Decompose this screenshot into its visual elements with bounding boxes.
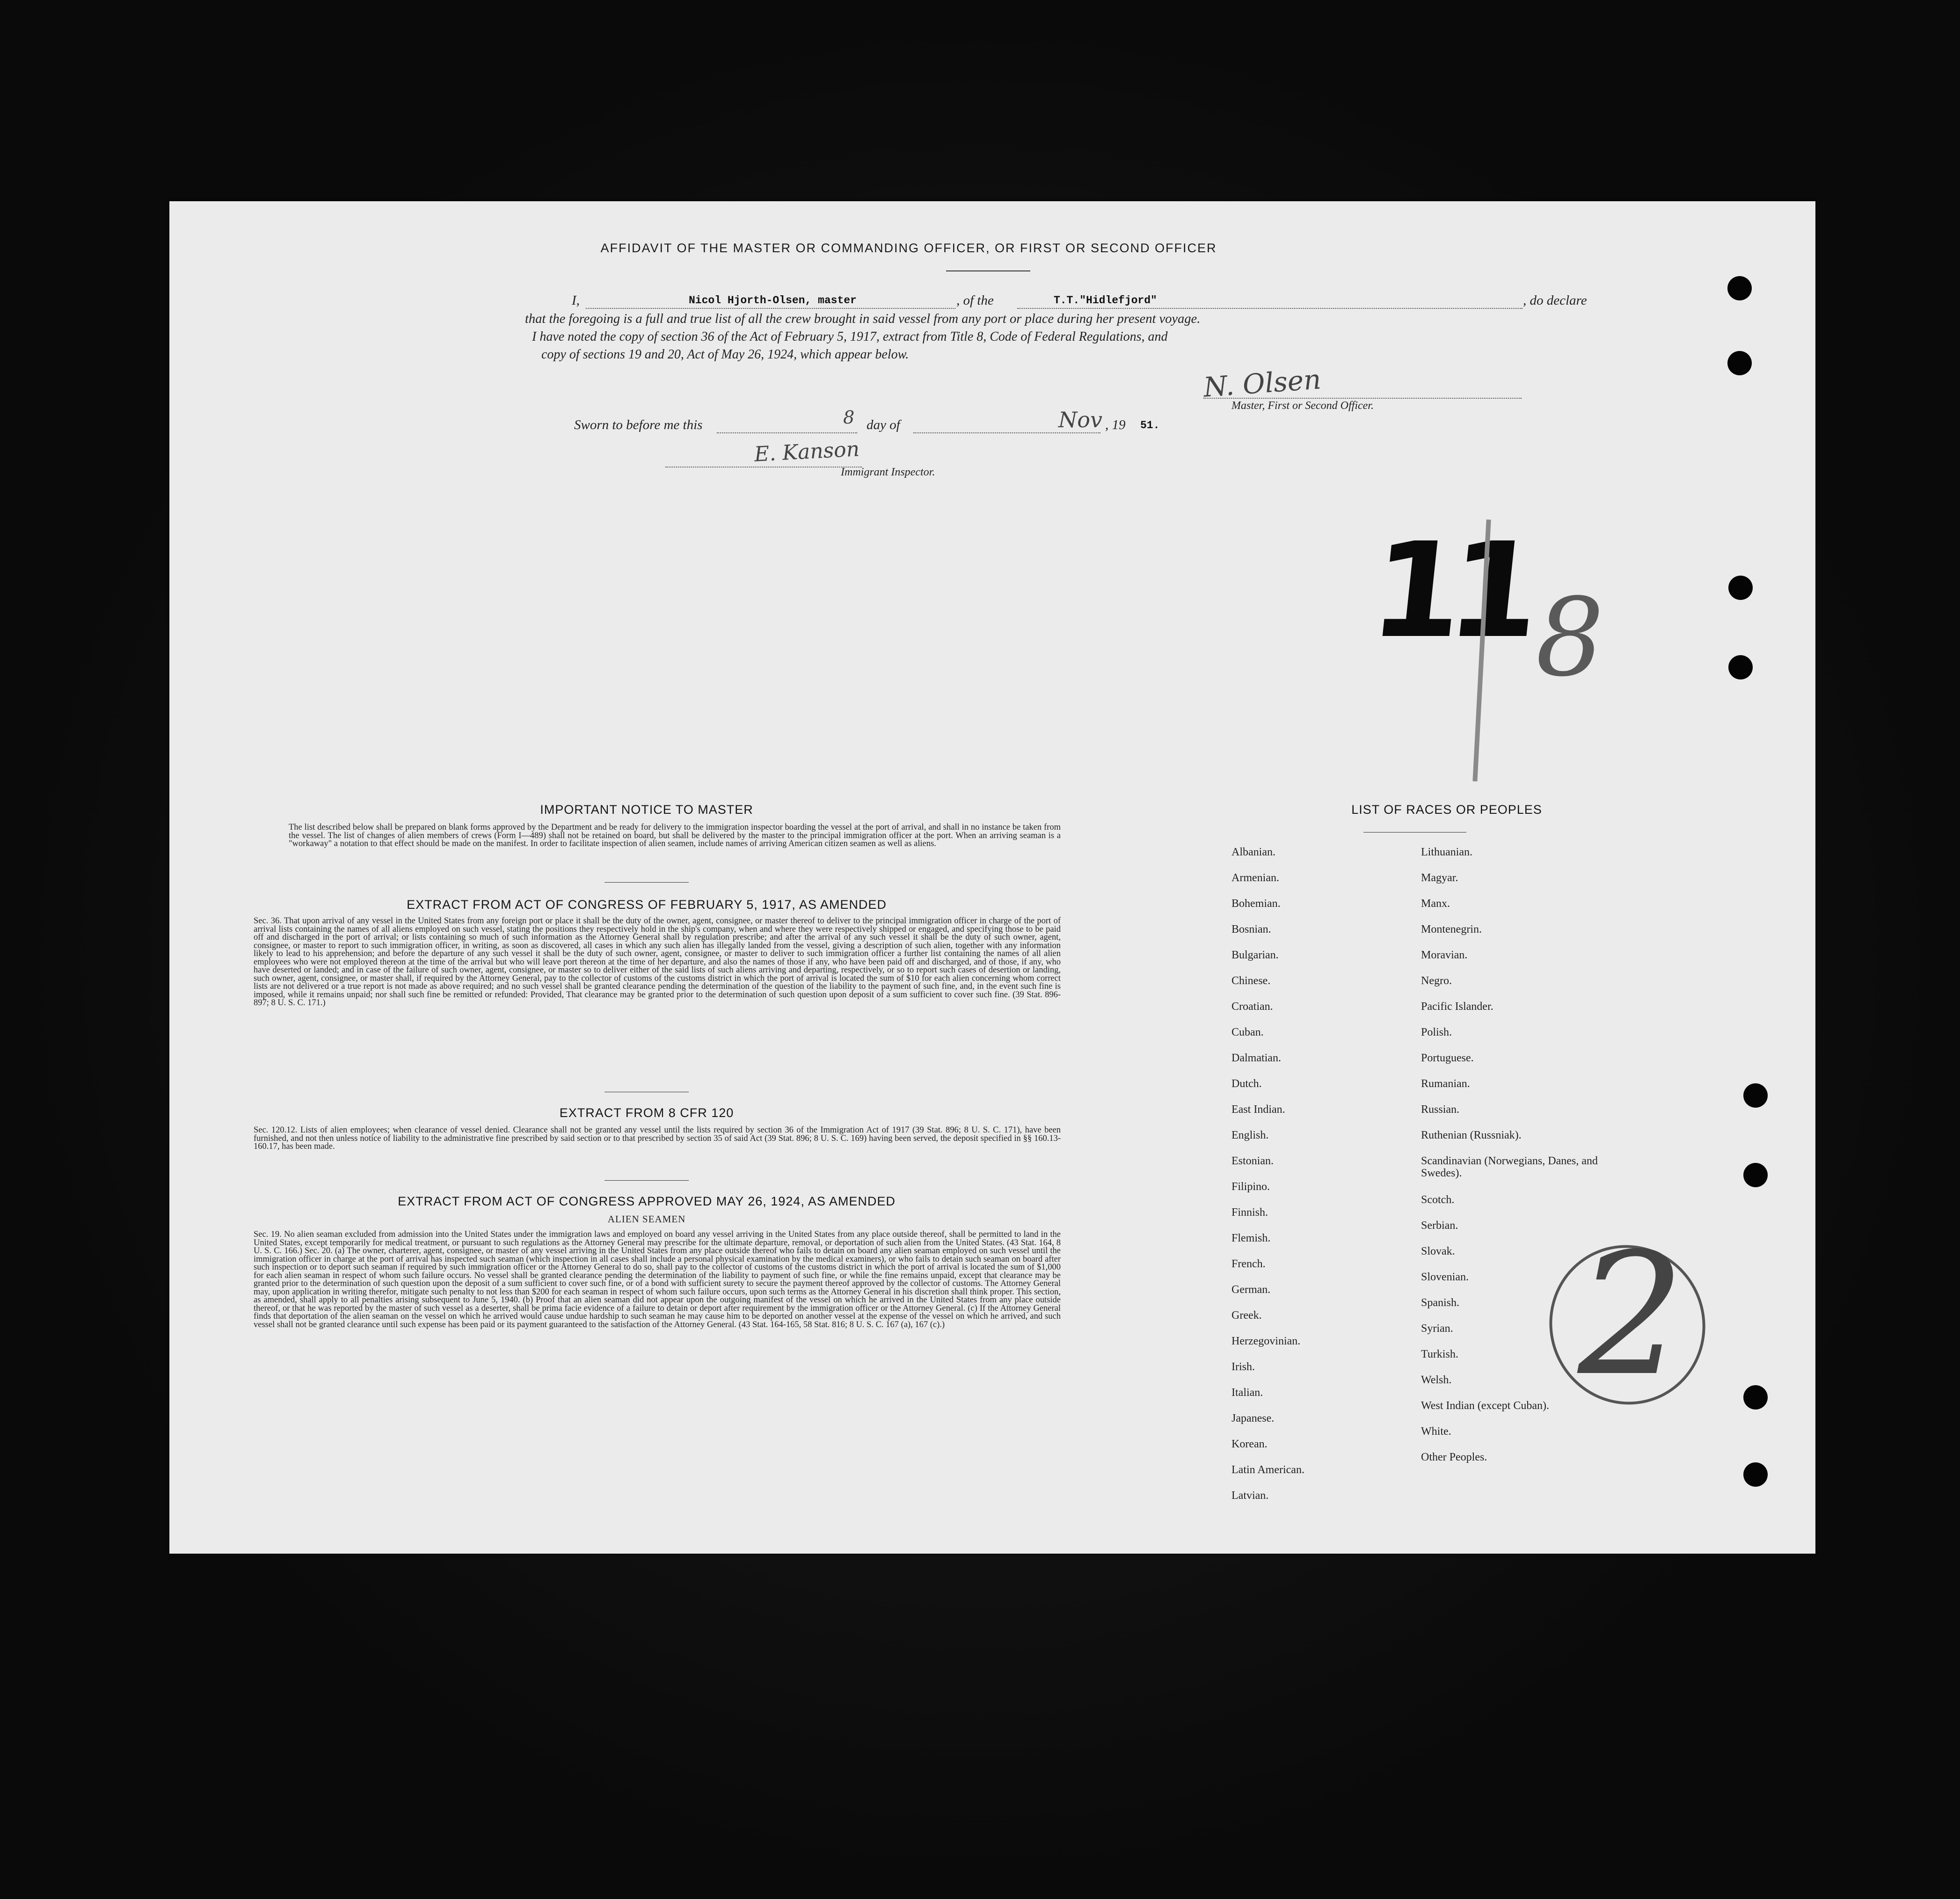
notice-heading: IMPORTANT NOTICE TO MASTER	[540, 803, 753, 817]
race-item: Bosnian.	[1231, 923, 1271, 935]
extract-1917-body: Sec. 36. That upon arrival of any vessel in the United States from any foreign port or place it shall be the duty of the owner, agent, consignee, or master thereof to deliver to the principal immigration officer in charge of the port of arrival lists containing the names of all aliens employed on such vessel, stating the positions they respectively hold in the ship's company, when and where they were respectively shipped or engaged, and specifying those to be paid off and discharged in the port of arrival; or lists containing so much of such information as the Attorney General shall by regulation prescribe; and after the arrival of any such vessel it shall be the duty of such owner, agent, consignee, or master to report to such immigration officer, in writing, as soon as discovered, all cases in which any such alien has illegally landed from the vessel, giving a description of such alien, together with any information likely to lead to his apprehension; and before the departure of any such vessel it shall be the duty of such owner, agent, consignee, or master to deliver to such immigration officer a further list containing the names of all alien employees who were not employed thereon at the time of the arrival but who will leave port thereon at the time of her departure, and also the names of those if any, who have been paid off and discharged, and of those, if any, who have deserted or landed; and in case of the failure of such owner, agent, consignee, or master so to deliver either of the said lists of such aliens arriving and departing, respectively, or so to report such cases of desertion or landing, such owner, agent, consignee, or master shall, if required by the Attorney General, pay to the collector of customs of the customs district in which the port of arrival is located the sum of $10 for each alien concerning whom correct lists are not delivered or a true report is not made as above required; and no such vessel shall be granted clearance pending the determination of the question of the liability to the payment of such fine, and, in the event such fine is imposed, while it remains unpaid; nor shall such fine be remitted or refunded: Provided, That clearance may be granted prior to the determination of such question upon deposit of a sum sufficient to cover such fine. (39 Stat. 896-897; 8 U. S. C. 171.)	[254, 916, 1061, 1008]
race-item: Serbian.	[1421, 1219, 1458, 1232]
race-item: Chinese.	[1231, 975, 1271, 987]
sworn-day-field: 8	[843, 407, 855, 428]
race-item: Slovak.	[1421, 1245, 1455, 1257]
race-item: Croatian.	[1231, 1001, 1273, 1013]
race-item: White.	[1421, 1425, 1451, 1438]
race-item: Filipino.	[1231, 1181, 1270, 1193]
master-name-line	[586, 308, 955, 309]
day-of-label: day of	[867, 417, 900, 432]
race-item: Montenegrin.	[1421, 923, 1482, 935]
year-field: 51.	[1140, 419, 1160, 431]
master-signature-caption: Master, First or Second Officer.	[1231, 400, 1374, 412]
race-item: English.	[1231, 1129, 1269, 1141]
race-item: Pacific Islander.	[1421, 1001, 1494, 1013]
race-item: Magyar.	[1421, 872, 1458, 884]
race-item: Scotch.	[1421, 1193, 1455, 1206]
sworn-month-line	[913, 432, 1100, 433]
race-item: Rumanian.	[1421, 1078, 1470, 1090]
declaration-line-3: I have noted the copy of section 36 of the Act of February 5, 1917, extract from Title 8, Code of Federal Regulations, and	[532, 329, 1168, 344]
race-item: Armenian.	[1231, 872, 1279, 884]
sworn-prefix: Sworn to before me this	[574, 417, 703, 432]
race-item: Herzegovinian.	[1231, 1335, 1301, 1347]
race-item: French.	[1231, 1258, 1266, 1270]
extract-1924-heading: EXTRACT FROM ACT OF CONGRESS APPROVED MAY 26, 1924, AS AMENDED	[398, 1194, 896, 1208]
races-divider	[1363, 832, 1466, 833]
punch-hole	[1743, 1385, 1768, 1410]
extract-1924-body: Sec. 19. No alien seaman excluded from admission into the United States under the immigration laws and employed on board any vessel arriving in the United States from any place outside thereof, shall be permitted to land in the United States, except temporarily for medical treatment, or pursuant to such regulations as the Attorney General may prescribe for the ultimate departure, removal, or deportation of such alien from the United States. (43 Stat. 164, 8 U. S. C. 166.) Sec. 20. (a) The owner, charterer, agent, consignee, or master of any vessel arriving in the United States from any place outside thereof who fails to detain on board any alien seaman employed on such vessel until the immigration officer in charge at the port of arrival has inspected such seaman (which inspection in all cases shall include a personal physical examination by the medical examiners), or who fails to detain such seaman on board after such inspection or to deport such seaman if required by such immigration officer or the Attorney General to do so, shall pay to the collector of customs of the customs district in which the port of arrival is located the sum of $1,000 for each alien seaman in respect of whom such failure occurs. No vessel shall be granted clearance pending the determination of the liability to payment of such fine, or while the fine remains unpaid, except that clearance may be granted prior to the determination of such question upon the deposit of a sum sufficient to cover such fine, or of a bond with sufficient surety to secure the payment thereof approved by the collector of customs. The Attorney General may, upon application in writing therefor, mitigate such penalty to not less than $200 for each seaman in respect of whom such failure occurs, upon such terms as the Attorney General in his discretion shall think proper. This section, as amended, shall apply to all penalties arising subsequent to June 5, 1940. (b) Proof that an alien seaman did not appear upon the outgoing manifest of the vessel on which he arrived in the United States from any place outside thereof, or that he was reported by the master of such vessel as a deserter, shall be prima facie evidence of a failure to detain or deport after requirement by the immigration officer or the Attorney General. (c) If the Attorney General finds that deportation of the alien seaman on the vessel on which he arrived would cause undue hardship to such seaman he may cause him to be deported on another vessel at the expense of the vessel on which he arrived, and such vessel shall not be granted clearance until such expense has been paid or its payment guaranteed to the satisfaction of the Attorney General. (43 Stat. 164-165, 58 Stat. 816; 8 U. S. C. 167 (a), 167 (c).)	[254, 1230, 1061, 1329]
race-item: Turkish.	[1421, 1348, 1458, 1360]
year-prefix: , 19	[1105, 417, 1126, 432]
race-item: Japanese.	[1231, 1412, 1275, 1424]
race-item: Spanish.	[1421, 1296, 1460, 1309]
extract-1917-heading: EXTRACT FROM ACT OF CONGRESS OF FEBRUARY 5, 1917, AS AMENDED	[407, 898, 887, 912]
race-item: Italian.	[1231, 1387, 1263, 1399]
punch-hole	[1727, 276, 1752, 300]
declaration-line-2: that the foregoing is a full and true list of all the crew brought in said vessel from any port or place during her present voyage.	[525, 312, 1201, 326]
section-divider	[605, 882, 689, 883]
race-item: Latvian.	[1231, 1490, 1269, 1502]
race-item: Bulgarian.	[1231, 949, 1279, 961]
race-item: Scandinavian (Norwegians, Danes, and Swedes).	[1421, 1155, 1598, 1179]
race-item: Korean.	[1231, 1438, 1268, 1450]
extract-cfr-body: Sec. 120.12. Lists of alien employees; when clearance of vessel denied. Clearance shall not be granted any vessel until the lists required by section 36 of the Immigration Act of 1917 (39 Stat. 896; 8 U. S. C. 171), have been furnished, and not then unless notice of liability to the administrative fine prescribed by said section or to that prescribed by section 35 of said Act (39 Stat. 896; 8 U. S. C. 169) having been served, the deposit specified in §§ 160.13-160.17, has been made.	[254, 1125, 1061, 1151]
inspector-caption: Immigrant Inspector.	[841, 466, 935, 478]
punch-hole	[1727, 351, 1752, 375]
master-signature-line	[1203, 398, 1522, 399]
master-name-field: Nicol Hjorth-Olsen, master	[689, 294, 857, 307]
title-divider	[946, 270, 1030, 271]
race-item: Greek.	[1231, 1309, 1262, 1322]
race-item: Syrian.	[1421, 1322, 1453, 1335]
race-item: Irish.	[1231, 1361, 1255, 1373]
notice-body: The list described below shall be prepared on blank forms approved by the Department and be ready for delivery to the immigration inspector boarding the vessel at the port of arrival, and shall in no instance be taken from the vessel. The list of changes of alien members of crews (Form I—489) shall not be retained on board, but shall be delivered by the master to the principal immigration officer at the port. When an arriving seaman is a "workaway" a notation to that effect should be made on the manifest. In order to facilitate inspection of alien seamen, include names of arriving American citizen seamen as well as aliens.	[289, 823, 1061, 848]
race-item: Bohemian.	[1231, 898, 1281, 910]
extract-1924-subheading: ALIEN SEAMEN	[607, 1213, 686, 1225]
punch-hole	[1743, 1083, 1768, 1108]
vessel-name-field: T.T."Hidlefjord"	[1054, 294, 1157, 307]
punch-hole	[1728, 576, 1753, 600]
declaration-prefix: I,	[572, 293, 580, 308]
race-item: Flemish.	[1231, 1232, 1271, 1244]
section-divider	[605, 1180, 689, 1181]
race-item: Russian.	[1421, 1103, 1460, 1116]
declaration-suffix: , do declare	[1523, 293, 1587, 308]
master-signature: N. Olsen	[1202, 363, 1322, 403]
race-item: West Indian (except Cuban).	[1421, 1399, 1549, 1412]
race-item: Manx.	[1421, 898, 1450, 910]
document-page	[169, 201, 1815, 1554]
race-item: Welsh.	[1421, 1373, 1452, 1386]
race-item: Cuban.	[1231, 1026, 1264, 1038]
race-item: Moravian.	[1421, 949, 1468, 961]
race-item: Albanian.	[1231, 846, 1275, 858]
punch-hole	[1743, 1462, 1768, 1487]
race-item: Negro.	[1421, 975, 1452, 987]
race-item: East Indian.	[1231, 1103, 1285, 1116]
race-item: German.	[1231, 1284, 1271, 1296]
handwritten-date-right: 8	[1536, 576, 1604, 701]
declaration-line-4: copy of sections 19 and 20, Act of May 26, 1924, which appear below.	[541, 347, 909, 362]
sworn-month-field: Nov	[1058, 407, 1102, 432]
vessel-name-line	[1017, 308, 1523, 309]
race-item: Dutch.	[1231, 1078, 1262, 1090]
race-item: Other Peoples.	[1421, 1451, 1487, 1463]
races-heading: LIST OF RACES OR PEOPLES	[1351, 803, 1542, 817]
race-item: Estonian.	[1231, 1155, 1274, 1167]
sworn-day-line	[717, 432, 857, 433]
race-item: Portuguese.	[1421, 1052, 1474, 1064]
handwritten-circled-number: 2	[1578, 1217, 1685, 1413]
race-item: Polish.	[1421, 1026, 1452, 1038]
race-item: Lithuanian.	[1421, 846, 1472, 858]
punch-hole	[1728, 655, 1753, 679]
inspector-signature: E. Kanson	[753, 437, 860, 467]
declaration-mid: , of the	[956, 293, 994, 308]
race-item: Latin American.	[1231, 1464, 1304, 1476]
affidavit-title: AFFIDAVIT OF THE MASTER OR COMMANDING OFFICER, OR FIRST OR SECOND OFFICER	[600, 241, 1217, 255]
race-item: Dalmatian.	[1231, 1052, 1281, 1064]
race-item: Slovenian.	[1421, 1271, 1469, 1283]
race-item: Finnish.	[1231, 1206, 1268, 1219]
punch-hole	[1743, 1163, 1768, 1187]
race-item: Ruthenian (Russniak).	[1421, 1129, 1522, 1141]
handwritten-date-left: 11	[1363, 515, 1534, 667]
extract-cfr-heading: EXTRACT FROM 8 CFR 120	[559, 1106, 734, 1120]
